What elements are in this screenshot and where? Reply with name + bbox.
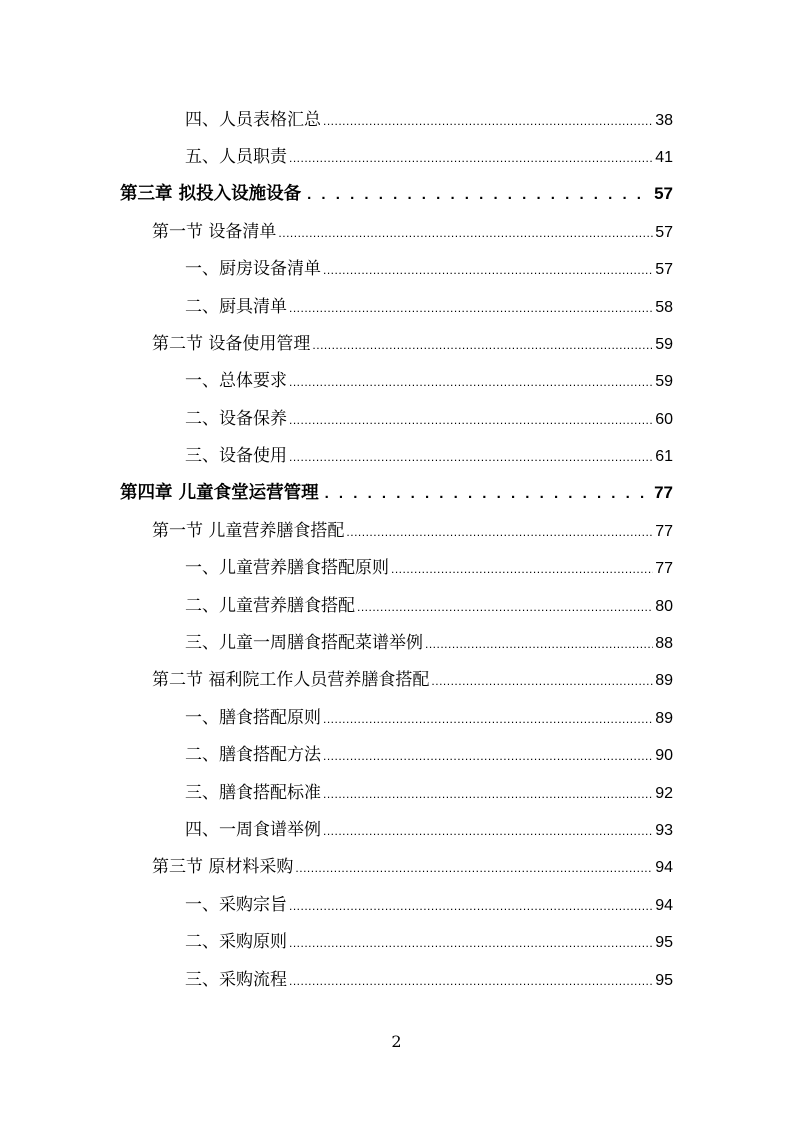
toc-entry-page: 77 bbox=[654, 483, 673, 502]
toc-entry-label: 一、儿童营养膳食搭配原则 bbox=[185, 558, 389, 578]
toc-chapter-entry[interactable] bbox=[120, 479, 673, 507]
toc-entry-page: 90 bbox=[655, 747, 673, 764]
toc-entry-label: 一、总体要求 bbox=[185, 371, 287, 391]
toc-entry-page: 89 bbox=[655, 710, 673, 727]
toc-entry-label: 第四章 儿童食堂运营管理 bbox=[120, 483, 319, 503]
toc-entry-page: 57 bbox=[655, 224, 673, 241]
dot-leader bbox=[312, 331, 653, 359]
dot-leader bbox=[289, 967, 653, 995]
toc-entry[interactable] bbox=[185, 741, 673, 769]
toc-entry-label: 第三节 原材料采购 bbox=[152, 857, 294, 877]
dot-leader bbox=[289, 443, 653, 471]
toc-entry-page: 92 bbox=[655, 785, 673, 802]
dot-leader bbox=[346, 518, 653, 546]
dot-leader bbox=[307, 181, 648, 209]
toc-entry-page: 57 bbox=[654, 184, 673, 203]
toc-entry-label: 第三章 拟投入设施设备 bbox=[120, 184, 302, 204]
toc-entry-page: 59 bbox=[655, 336, 673, 353]
toc-entry-page: 41 bbox=[655, 149, 673, 166]
toc-entry[interactable] bbox=[185, 592, 673, 620]
toc-entry-page: 94 bbox=[655, 897, 673, 914]
toc-entry-page: 77 bbox=[655, 560, 673, 577]
toc-entry-page: 95 bbox=[655, 972, 673, 989]
dot-leader bbox=[325, 480, 648, 508]
toc-entry[interactable] bbox=[185, 293, 673, 321]
toc-entry-label: 四、人员表格汇总 bbox=[185, 110, 321, 130]
toc-section-entry[interactable] bbox=[152, 517, 673, 545]
toc-entry-label: 三、儿童一周膳食搭配菜谱举例 bbox=[185, 633, 423, 653]
toc-entry-label: 三、膳食搭配标准 bbox=[185, 783, 321, 803]
dot-leader bbox=[425, 630, 653, 658]
toc-entry-label: 三、设备使用 bbox=[185, 446, 287, 466]
toc-entry-label: 一、膳食搭配原则 bbox=[185, 708, 321, 728]
toc-entry[interactable] bbox=[185, 779, 673, 807]
dot-leader bbox=[323, 817, 653, 845]
toc-entry-label: 二、厨具清单 bbox=[185, 297, 287, 317]
toc-entry[interactable] bbox=[185, 704, 673, 732]
dot-leader bbox=[289, 368, 653, 396]
toc-entry[interactable] bbox=[185, 405, 673, 433]
toc-entry-page: 95 bbox=[655, 934, 673, 951]
toc-entry-label: 二、儿童营养膳食搭配 bbox=[185, 596, 355, 616]
toc-entry[interactable] bbox=[185, 106, 673, 134]
dot-leader bbox=[289, 406, 653, 434]
toc-entry-page: 89 bbox=[655, 672, 673, 689]
toc-section-entry[interactable] bbox=[152, 666, 673, 694]
toc-entry-page: 38 bbox=[655, 112, 673, 129]
toc-entry-page: 94 bbox=[655, 859, 673, 876]
toc-entry-page: 57 bbox=[655, 261, 673, 278]
dot-leader bbox=[289, 929, 653, 957]
toc-entry-label: 第二节 设备使用管理 bbox=[152, 334, 311, 354]
toc-section-entry[interactable] bbox=[152, 853, 673, 881]
toc-entry-label: 三、采购流程 bbox=[185, 970, 287, 990]
toc-entry-label: 第二节 福利院工作人员营养膳食搭配 bbox=[152, 670, 430, 690]
toc-entry[interactable] bbox=[185, 255, 673, 283]
dot-leader bbox=[391, 555, 653, 583]
toc-entry-page: 77 bbox=[655, 523, 673, 540]
dot-leader bbox=[278, 219, 653, 247]
toc-entry-page: 88 bbox=[655, 635, 673, 652]
dot-leader bbox=[323, 742, 653, 770]
toc-entry-label: 第一节 儿童营养膳食搭配 bbox=[152, 521, 345, 541]
toc-chapter-entry[interactable] bbox=[120, 180, 673, 208]
toc-entry[interactable] bbox=[185, 966, 673, 994]
toc-entry-label: 第一节 设备清单 bbox=[152, 222, 277, 242]
toc-entry-label: 二、采购原则 bbox=[185, 932, 287, 952]
page-number: 2 bbox=[391, 1032, 402, 1051]
dot-leader bbox=[295, 854, 653, 882]
toc-entry-page: 59 bbox=[655, 373, 673, 390]
toc-entry[interactable] bbox=[185, 891, 673, 919]
dot-leader bbox=[431, 667, 653, 695]
toc-entry[interactable] bbox=[185, 554, 673, 582]
toc-entry-page: 60 bbox=[655, 411, 673, 428]
toc-section-entry[interactable] bbox=[152, 330, 673, 358]
dot-leader bbox=[289, 892, 653, 920]
toc-entry-label: 二、膳食搭配方法 bbox=[185, 745, 321, 765]
toc-entry-label: 一、采购宗旨 bbox=[185, 895, 287, 915]
toc-entry-page: 61 bbox=[655, 448, 673, 465]
toc-entry[interactable] bbox=[185, 928, 673, 956]
dot-leader bbox=[323, 107, 653, 135]
toc-entry-label: 二、设备保养 bbox=[185, 409, 287, 429]
toc-entry-page: 80 bbox=[655, 598, 673, 615]
toc-entry[interactable] bbox=[185, 816, 673, 844]
dot-leader bbox=[357, 593, 653, 621]
toc-entry-page: 93 bbox=[655, 822, 673, 839]
toc-entry-label: 一、厨房设备清单 bbox=[185, 259, 321, 279]
dot-leader bbox=[289, 144, 653, 172]
toc-entry[interactable] bbox=[185, 442, 673, 470]
toc-entry-label: 四、一周食谱举例 bbox=[185, 820, 321, 840]
dot-leader bbox=[323, 256, 653, 284]
toc-entry[interactable] bbox=[185, 367, 673, 395]
dot-leader bbox=[323, 705, 653, 733]
toc-entry-label: 五、人员职责 bbox=[185, 147, 287, 167]
toc-entry[interactable] bbox=[185, 629, 673, 657]
dot-leader bbox=[289, 294, 653, 322]
toc-section-entry[interactable] bbox=[152, 218, 673, 246]
dot-leader bbox=[323, 780, 653, 808]
toc-entry-page: 58 bbox=[655, 299, 673, 316]
toc-entry[interactable] bbox=[185, 143, 673, 171]
